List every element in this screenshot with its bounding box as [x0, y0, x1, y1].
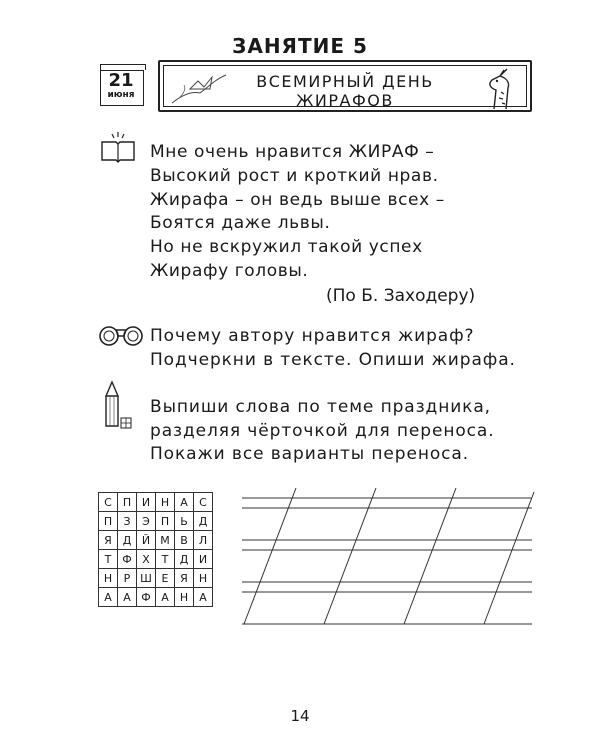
- grid-cell: П: [99, 512, 118, 531]
- grid-cell: Л: [194, 531, 213, 550]
- grid-cell: Ф: [118, 550, 137, 569]
- poem-line: Мне очень нравится ЖИРАФ –: [150, 142, 435, 162]
- grid-row: [99, 569, 213, 588]
- grid-row: [99, 550, 213, 569]
- task-line: [150, 421, 495, 441]
- task-line: [150, 444, 469, 464]
- poem-line: Жирафу головы.: [150, 261, 309, 281]
- grid-row: [99, 512, 213, 531]
- grid-cell: Й: [137, 531, 156, 550]
- grid-cell: Э: [137, 512, 156, 531]
- grid-cell: Н: [156, 493, 175, 512]
- banner-title-line-2: ЖИРАФОВ: [296, 91, 394, 110]
- grid-row: [99, 493, 213, 512]
- task-2-line-1: Выпиши слова по теме праздника,: [150, 397, 491, 417]
- grid-cell: В: [175, 531, 194, 550]
- book-icon: [100, 130, 136, 164]
- grid-cell: Д: [118, 531, 137, 550]
- giraffe-icon: [480, 66, 520, 110]
- task-1-line-1: Почему автору нравится жираф?: [150, 326, 475, 346]
- task-line: [150, 350, 516, 370]
- task-line: [150, 326, 474, 346]
- grid-cell: С: [194, 493, 213, 512]
- calendar-month: июня: [107, 90, 135, 100]
- poem-line: Но не вскружил такой успех: [150, 237, 423, 257]
- calendar-day: 21: [108, 70, 134, 91]
- poem-line: Жирафа – он ведь выше всех –: [150, 190, 445, 210]
- grid-cell: А: [175, 493, 194, 512]
- grid-cell: Ь: [175, 512, 194, 531]
- writing-area[interactable]: [236, 488, 536, 630]
- grid-row: [99, 588, 213, 607]
- grid-cell: А: [194, 588, 213, 607]
- grid-cell: Ф: [137, 588, 156, 607]
- holiday-banner: [158, 60, 532, 112]
- letter-grid: [98, 492, 213, 607]
- grid-cell: Т: [99, 550, 118, 569]
- binoculars-icon: [98, 320, 144, 348]
- grid-cell: Н: [175, 588, 194, 607]
- banner-title-line-1: ВСЕМИРНЫЙ ДЕНЬ: [256, 72, 434, 91]
- grid-cell: С: [99, 493, 118, 512]
- poem-line: Боятся даже львы.: [150, 213, 331, 233]
- grid-cell: Д: [175, 550, 194, 569]
- grid-cell: И: [194, 550, 213, 569]
- task-2-line-3: Покажи все варианты переноса.: [150, 444, 470, 464]
- grid-cell: А: [118, 588, 137, 607]
- grid-cell: Ш: [137, 569, 156, 588]
- poem-line: Высокий рост и кроткий нрав.: [150, 166, 439, 186]
- grid-cell: Я: [175, 569, 194, 588]
- task-2-line-2: разделяя чёрточкой для переноса.: [150, 421, 495, 441]
- calendar-icon: [100, 64, 146, 106]
- grid-row: [99, 531, 213, 550]
- grid-cell: А: [99, 588, 118, 607]
- grid-cell: П: [118, 493, 137, 512]
- grid-cell: Н: [99, 569, 118, 588]
- lesson-title: ЗАНЯТИЕ 5: [232, 34, 368, 58]
- grid-cell: П: [156, 512, 175, 531]
- grid-cell: Т: [156, 550, 175, 569]
- grid-cell: Д: [194, 512, 213, 531]
- task-1-line-2: Подчеркни в тексте. Опиши жирафа.: [150, 350, 516, 370]
- pencil-icon: [100, 380, 134, 432]
- grid-cell: А: [156, 588, 175, 607]
- grid-cell: Е: [156, 569, 175, 588]
- grid-cell: Р: [118, 569, 137, 588]
- grid-cell: М: [156, 531, 175, 550]
- task-line: [150, 397, 491, 417]
- grid-cell: Я: [99, 531, 118, 550]
- grid-cell: З: [118, 512, 137, 531]
- grid-cell: Н: [194, 569, 213, 588]
- poem-attribution: (По Б. Заходеру): [326, 286, 476, 306]
- page-number: 14: [290, 707, 310, 725]
- grid-cell: И: [137, 493, 156, 512]
- grid-cell: Х: [137, 550, 156, 569]
